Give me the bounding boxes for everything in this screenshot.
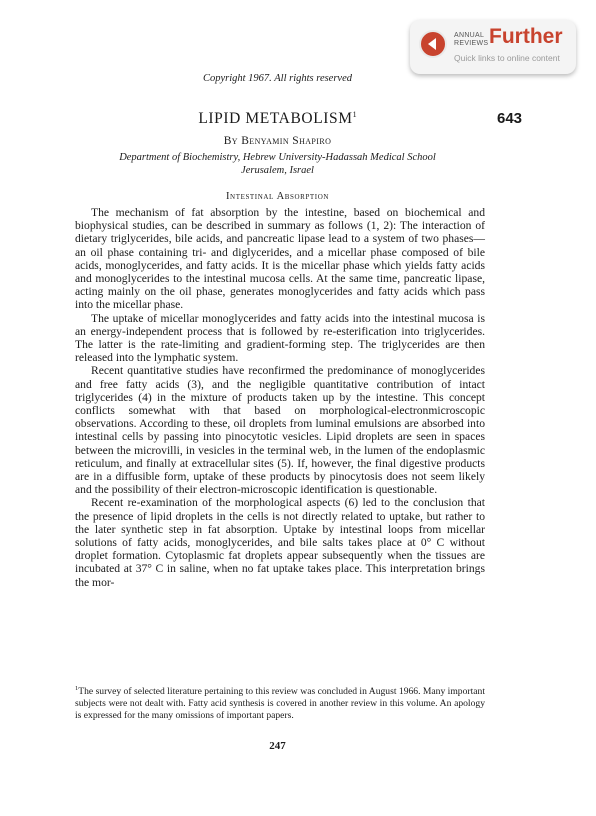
paragraph: The mechanism of fat absorption by the intestine, based on biochemical and biophysical studies, can be described in summary as follows (1, 2): The interaction of dietary triglycerides, bile acids, and pancreatic lipase lead to a system of two phases—an oil phase containing tri- and diglycerides, and a micellar phase composed of bile acids, monoglycerides, and fatty acids. It is the micellar phase which yields fatty acids and monoglycerides to the intestinal mucosa cells. At the same time, pancreatic lipase, acting mainly on the oil phase, generates monoglycerides and fatty acids which pass into the micellar phase. (75, 206, 485, 312)
play-arrow-icon[interactable] (419, 30, 447, 58)
footnote-text: The survey of selected literature pertaining to this review was concluded in August 1966. Many important subjects were not dealt with. Fatty acid synthesis is covered in another review in this volume. An apology is expressed for the many omissions of important papers. (75, 686, 485, 722)
page-number: 643 (497, 110, 523, 127)
badge-small-line1: ANNUAL (454, 32, 485, 39)
paragraph: Recent quantitative studies have reconfirmed the predominance of monoglycerides and free fatty acids (3), and the negligible quantitative contribution of intact triglycerides (4) in the mixture of products taken up by the intestine. This concept conflicts somewhat with that based on morphological-electronmicroscopic observations. According to these, oil droplets from luminal emulsions are absorbed into intestinal cells by passing into pinocytotic vesicles. Lipid droplets are seen in spaces between the microvilli, in vesicles in the terminal web, in the lumen of the endoplasmic reticulum, and finally at extracellular sites (5). If, however, the final digestive products are in a diffusible form, uptake of these products by pinocytosis does not seem likely and the possibility of their electron-microscopic identification is questionable. (75, 364, 485, 497)
article-title (0, 110, 555, 128)
affiliation-line1: Department of Biochemistry, Hebrew University-Hadassah Medical School (119, 152, 436, 163)
play-arrow-glyph (421, 32, 445, 56)
badge-small-line2: REVIEWS (454, 40, 489, 47)
footnote (75, 683, 485, 722)
quick-links-label[interactable]: Quick links to online content (454, 53, 560, 63)
section-heading: Intestinal Absorption (225, 191, 330, 202)
affiliation (60, 151, 495, 177)
annual-reviews-logo (454, 32, 488, 48)
paragraph: Recent re-examination of the morphological aspects (6) led to the conclusion that the presence of lipid droplets in the cells is not directly related to uptake, but rather to the later synthetic step in fat absorption. Uptake by intestinal loops from micellar solutions of fatty acids, monoglycerides, and bile salts takes place at 0° C without droplet formation. Cytoplasmic fat droplets appear subsequently when the tissues are incubated at 37° C in saline, when no fat uptake takes place. This interpretation brings the mor- (75, 496, 485, 589)
title-footnote-mark: 1 (352, 110, 357, 119)
article-title-text: LIPID METABOLISM (198, 110, 353, 128)
paragraph: The uptake of micellar monoglycerides and fatty acids into the intestinal mucosa is an energy-independent process that is followed by re-esterification into triglycerides. The latter is the rate-limiting and gradient-forming step. The triglycerides are then released into the lymphatic system. (75, 311, 485, 365)
body-text (75, 206, 485, 589)
affiliation-line2: Jerusalem, Israel (241, 165, 314, 176)
footnote-mark: 1 (75, 685, 79, 692)
copyright-notice: Copyright 1967. All rights reserved (202, 73, 353, 84)
further-links-badge[interactable] (410, 20, 576, 74)
further-label[interactable]: Further (489, 25, 563, 48)
folio-number: 247 (269, 740, 286, 752)
author-line: By Benyamin Shapiro (223, 135, 332, 147)
